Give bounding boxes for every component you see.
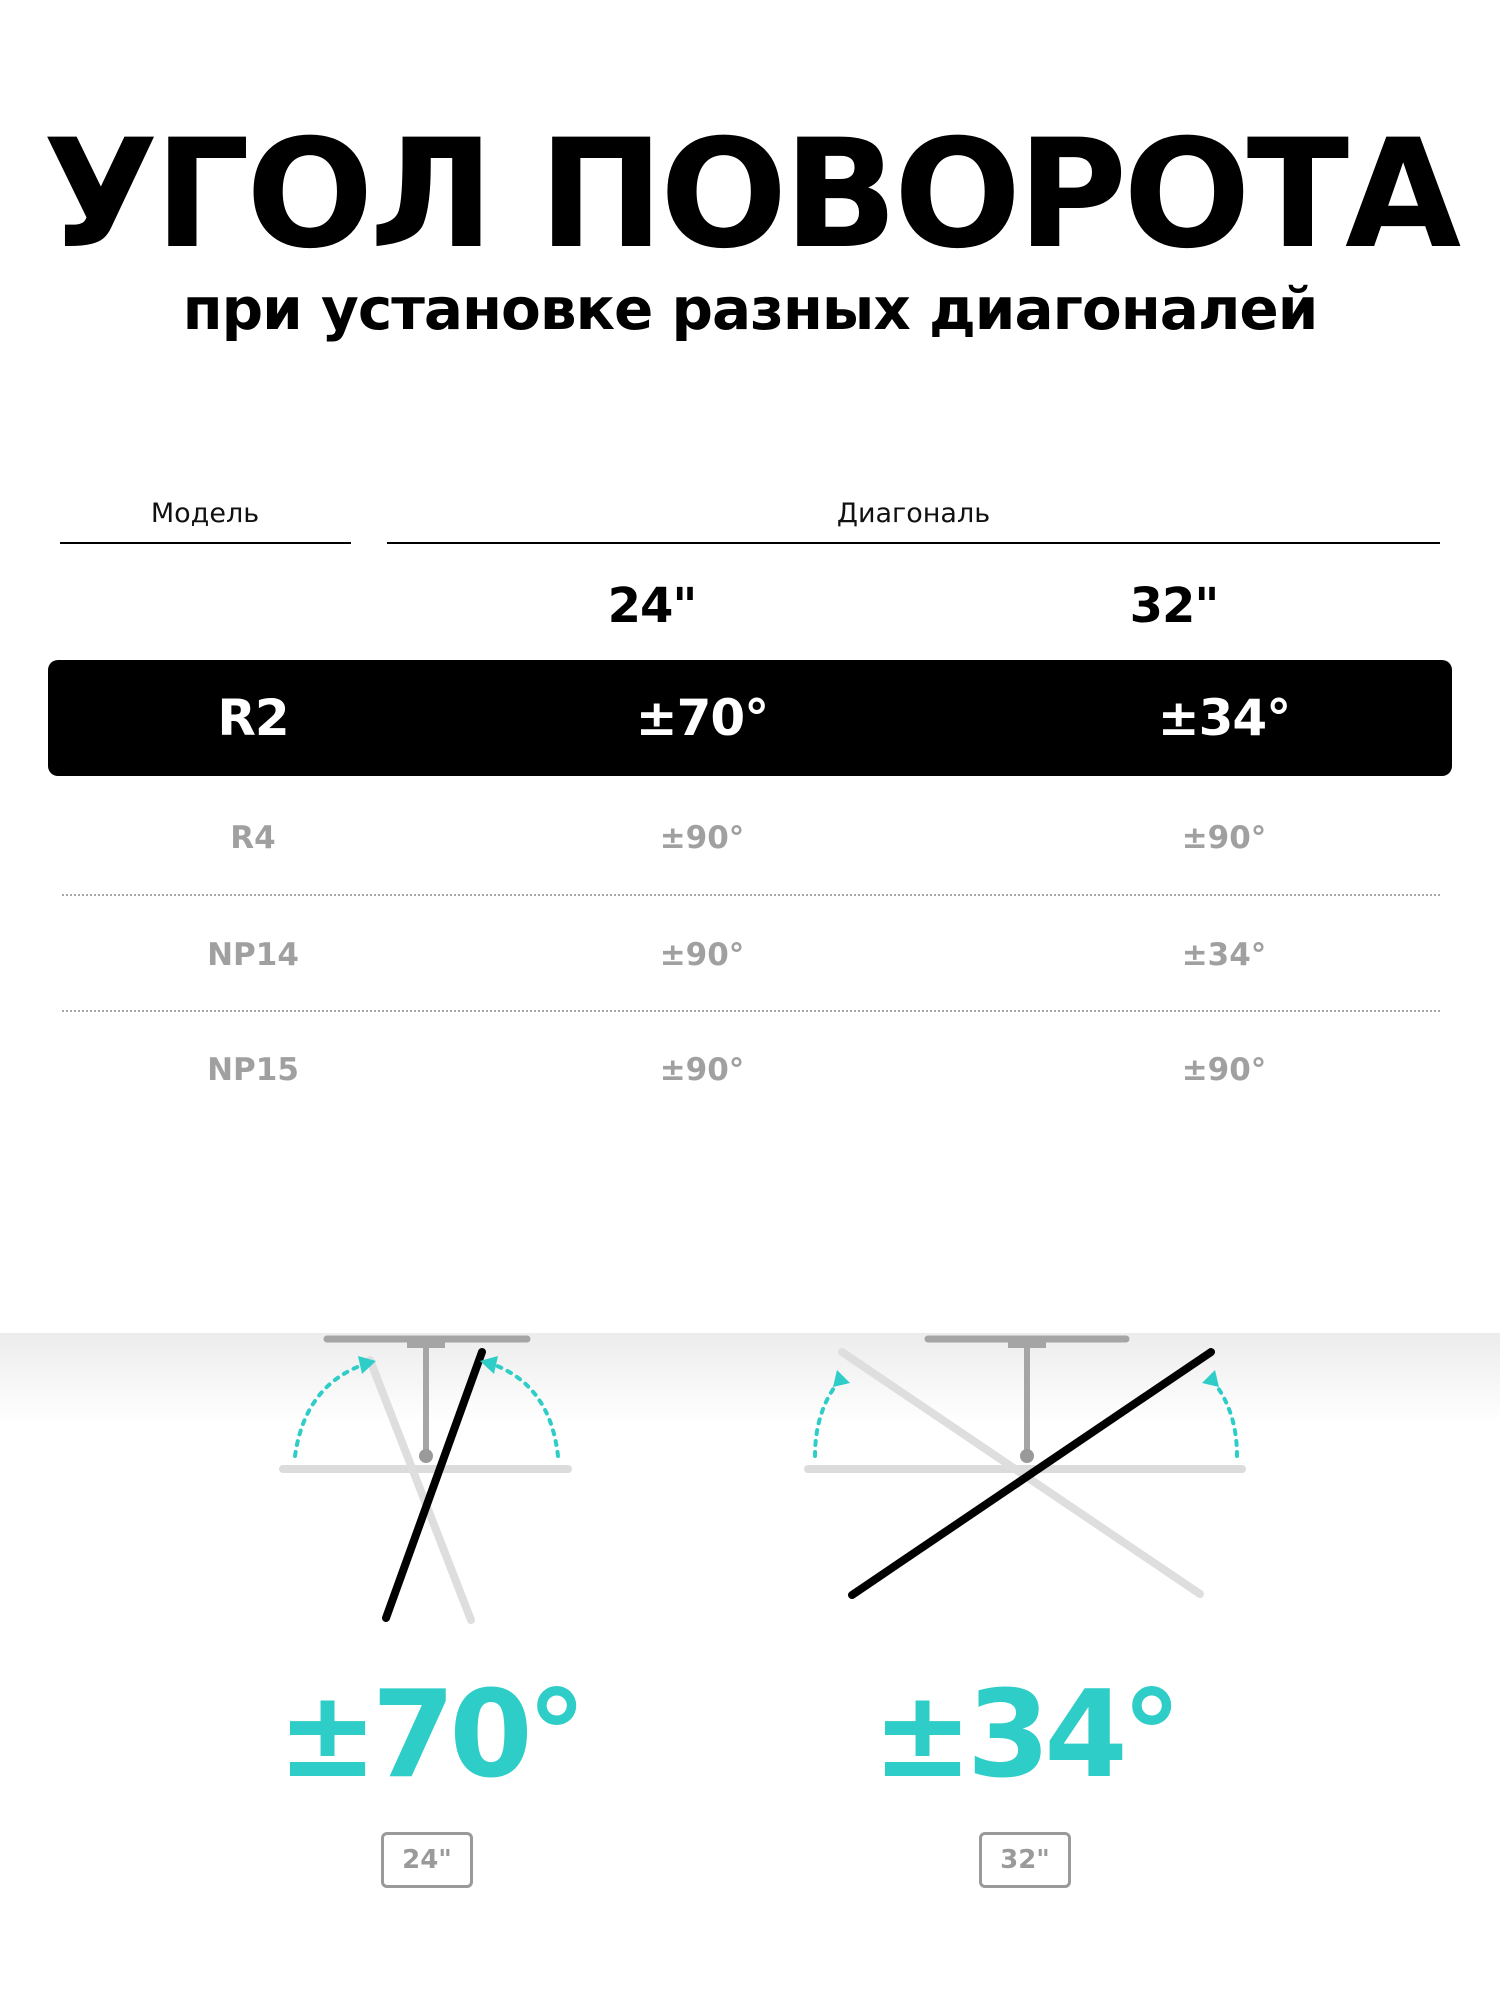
illustration-panel [0,1333,1500,2000]
rotation-diagram-32 [800,1330,1260,1630]
rotation-diagram-24 [270,1330,590,1630]
row-model: R2 [217,689,289,747]
row-model: R4 [230,820,276,856]
size-badge-24: 24" [381,1832,473,1888]
row-angle-24: ±70° [635,689,769,747]
rotation-arrow-right [1212,1380,1237,1456]
table-row [48,897,1452,1013]
row-model: NP14 [207,937,299,973]
arrow-head-right [1202,1370,1219,1387]
rotation-arrow-right [492,1364,558,1456]
row-angle-24: ±90° [659,820,745,856]
row-angle-32: ±34° [1181,937,1267,973]
size-header-32: 32" [1129,578,1219,634]
row-model: NP15 [207,1052,299,1088]
rotated-screen-ghost [370,1360,471,1620]
row-angle-32: ±34° [1157,689,1291,747]
table-row [48,1012,1452,1128]
diagonal-header-divider [387,542,1440,544]
size-badge-32: 32" [979,1832,1071,1888]
angle-value-24: ±70° [277,1666,581,1805]
rotation-arrow-left [815,1380,840,1456]
arrow-head-left [833,1370,850,1387]
pivot-joint [419,1449,433,1463]
model-column-header: Модель [150,498,260,529]
page-subtitle: при установке разных диагоналей [182,275,1318,343]
size-header-24: 24" [607,578,697,634]
row-divider [62,894,1440,896]
table-row-highlighted [48,660,1452,776]
page-title: УГОЛ ПОВОРОТА [42,108,1458,282]
rotated-screen [386,1352,482,1618]
row-angle-24: ±90° [659,1052,745,1088]
row-angle-32: ±90° [1181,1052,1267,1088]
model-header-divider [60,542,351,544]
row-angle-24: ±90° [659,937,745,973]
pivot-joint [1020,1449,1034,1463]
rotation-arrow-left [295,1364,365,1456]
table-row [48,780,1452,896]
row-angle-32: ±90° [1181,820,1267,856]
diagonal-column-header: Диагональ [836,498,991,529]
rotated-screen [852,1352,1211,1595]
angle-value-32: ±34° [872,1666,1176,1805]
